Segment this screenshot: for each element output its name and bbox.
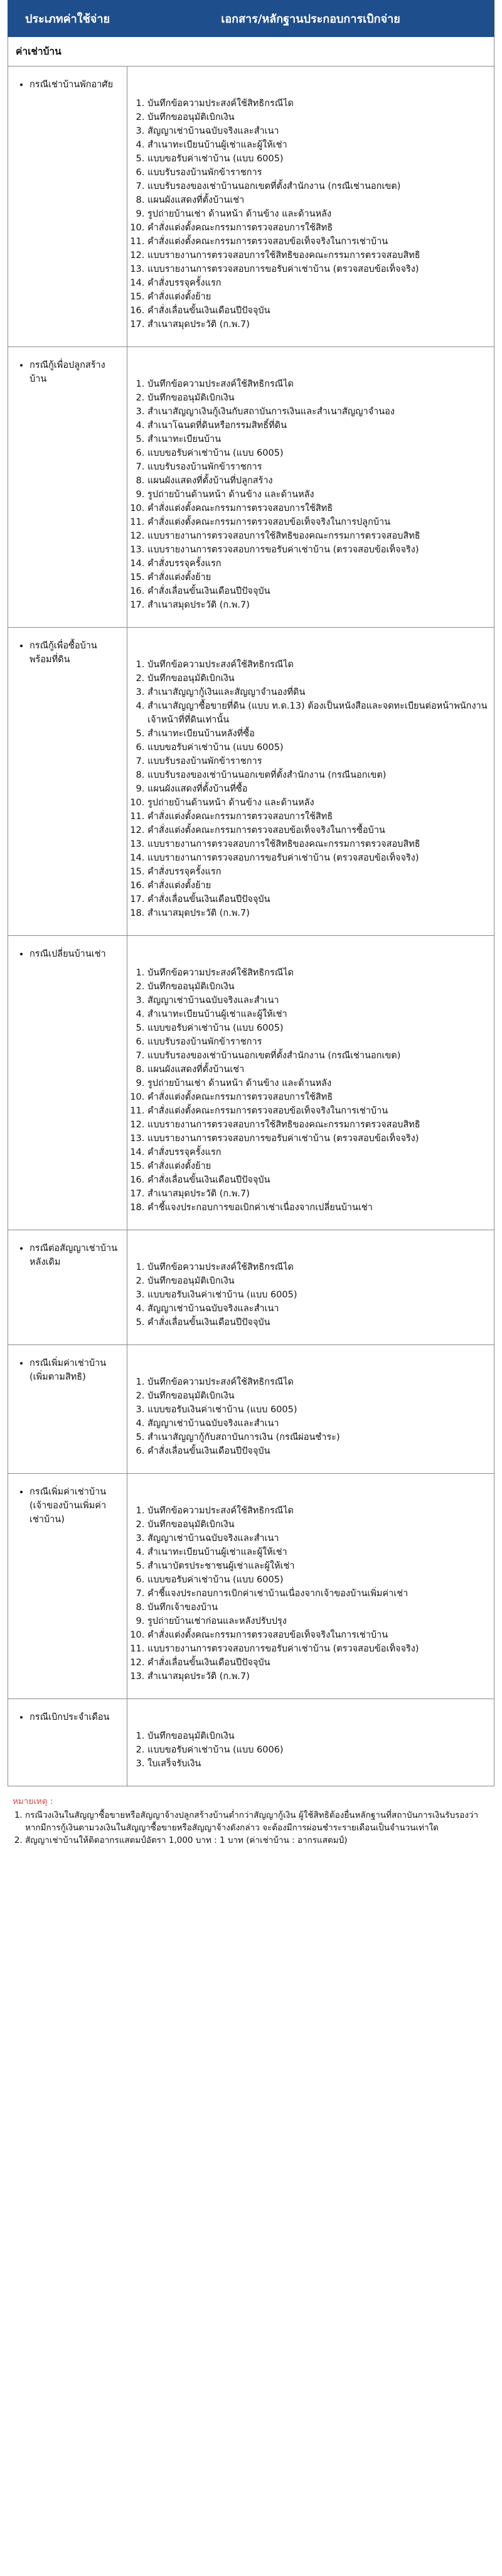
document-item: 4. สัญญาเช่าบ้านฉบับจริงและสำเนา (147, 1417, 488, 1430)
category-cell (8, 1699, 127, 1786)
category-cell (8, 347, 127, 628)
document-item: 13. แบบรายงานการตรวจสอบการขอรับค่าเช่าบ้าน (ตรวจสอบข้อเท็จจริง) (147, 1132, 488, 1146)
document-item: 13. สำเนาสมุดประวัติ (ก.พ.7) (147, 1670, 488, 1683)
category-name: • กรณีเพิ่มค่าเช่าบ้าน (เจ้าของบ้านเพิ่มค่าเช่าบ้าน) (29, 1485, 119, 1527)
document-item: 1. บันทึกข้อความประสงค์ใช้สิทธิกรณีได (147, 97, 488, 110)
document-item: 1. บันทึกข้อความประสงค์ใช้สิทธิกรณีได (147, 1260, 488, 1274)
document-item: 15. คำสั่งแต่งตั้งย้าย (147, 1159, 488, 1173)
document-item: 10. คำสั่งแต่งตั้งคณะกรรมการตรวจสอบการใช้สิทธิ (147, 221, 488, 235)
reimbursement-documents-table (8, 0, 494, 1786)
document-item: 5. แบบขอรับค่าเช่าบ้าน (แบบ 6005) (147, 152, 488, 166)
document-item: 11. แบบรายงานการตรวจสอบการขอรับค่าเช่าบ้าน (ตรวจสอบข้อเท็จจริง) (147, 1642, 488, 1656)
document-item: 14. คำสั่งบรรจุครั้งแรก (147, 276, 488, 290)
document-item: 7. แบบรับรองบ้านพักข้าราชการ (147, 754, 488, 768)
document-item: 3. แบบขอรับเงินค่าเช่าบ้าน (แบบ 6005) (147, 1288, 488, 1302)
document-item: 8. แผนผังแสดงที่ตั้งบ้านที่ปลูกสร้าง (147, 474, 488, 488)
category-name: • กรณีกู้เพื่อปลูกสร้างบ้าน (29, 358, 119, 386)
notes (8, 1786, 494, 1854)
document-item: 11. คำสั่งแต่งตั้งคณะกรรมการตรวจสอบการใช้สิทธิ (147, 810, 488, 824)
document-item: 3. สัญญาเช่าบ้านฉบับจริงและสำเนา (147, 1532, 488, 1545)
document-item: 4. สำเนาทะเบียนบ้านผู้เช่าและผู้ให้เช่า (147, 1007, 488, 1021)
document-item: 17. สำเนาสมุดประวัติ (ก.พ.7) (147, 598, 488, 612)
category-row (8, 936, 494, 1230)
document-item: 7. แบบรับรองของเช่าบ้านนอกเขตที่ตั้งสำนักงาน (กรณีเช่านอกเขต) (147, 180, 488, 193)
document-item: 12. คำสั่งเลื่อนขั้นเงินเดือนปีปัจจุบัน (147, 1656, 488, 1670)
document-item: 8. บันทึกเจ้าของบ้าน (147, 1601, 488, 1614)
category-name: • กรณีเพิ่มค่าเช่าบ้าน (เพิ่มตามสิทธิ) (29, 1356, 119, 1384)
category-cell (8, 1474, 127, 1699)
document-item: 6. แบบขอรับค่าเช่าบ้าน (แบบ 6005) (147, 446, 488, 460)
document-item: 4. สำเนาสัญญาซื้อขายที่ดิน (แบบ ท.ด.13) ต้องเป็นหนังสือและจดทะเบียนต่อหน้าพนักงานเจ้าหน้าที่ที่ดินเท่านั้น (147, 699, 488, 727)
document-item: 17. คำสั่งเลื่อนขั้นเงินเดือนปีปัจจุบัน (147, 893, 488, 906)
documents-list (134, 1260, 488, 1329)
category-name: • กรณีเบิกประจำเดือน (29, 1710, 119, 1724)
document-item: 7. แบบรับรองของเช่าบ้านนอกเขตที่ตั้งสำนักงาน (กรณีเช่านอกเขต) (147, 1049, 488, 1063)
document-item: 14. แบบรายงานการตรวจสอบการขอรับค่าเช่าบ้าน (ตรวจสอบข้อเท็จจริง) (147, 851, 488, 865)
document-item: 5. สำเนาบัตรประชาชนผู้เช่าและผู้ให้เช่า (147, 1559, 488, 1573)
category-row (8, 1474, 494, 1699)
note-item: 1. กรณีวงเงินในสัญญาซื้อขายหรือสัญญาจ้างปลูกสร้างบ้านต่ำกว่าสัญญากู้เงิน ผู้ใช้สิทธิต้องยื่นหลักฐานที่สถาบันการเงินรับรองว่าหากมีการกู้เงินตามวงเงินในสัญญาซื้อขายหรือสัญญาจ้างดังกล่าว จะต้องมีการผ่อนชำระรายเดือนเป็นจำนวนเท่าใด (25, 1809, 488, 1834)
document-item: 13. แบบรายงานการตรวจสอบการขอรับค่าเช่าบ้าน (ตรวจสอบข้อเท็จจริง) (147, 543, 488, 557)
document-item: 11. คำสั่งแต่งตั้งคณะกรรมการตรวจสอบข้อเท็จจริงในการเช่าบ้าน (147, 1104, 488, 1118)
document-item: 10. คำสั่งแต่งตั้งคณะกรรมการตรวจสอบการใช้สิทธิ (147, 502, 488, 515)
category-row (8, 628, 494, 936)
documents-cell (127, 1345, 494, 1474)
document-item: 6. แบบรับรองบ้านพักข้าราชการ (147, 166, 488, 180)
documents-cell (127, 1230, 494, 1345)
category-name: • กรณีเปลี่ยนบ้านเช่า (29, 947, 119, 961)
category-row (8, 1699, 494, 1786)
document-item: 6. แบบขอรับค่าเช่าบ้าน (แบบ 6005) (147, 1573, 488, 1587)
documents-list (134, 1375, 488, 1458)
document-item: 11. คำสั่งแต่งตั้งคณะกรรมการตรวจสอบข้อเท็จจริงในการเช่าบ้าน (147, 235, 488, 249)
document-item: 9. แผนผังแสดงที่ตั้งบ้านที่ซื้อ (147, 782, 488, 796)
document-item: 4. สำเนาโฉนดที่ดินหรือกรรมสิทธิ์ที่ดิน (147, 419, 488, 432)
document-item: 2. บันทึกขออนุมัติเบิกเงิน (147, 1274, 488, 1288)
category-row (8, 1230, 494, 1345)
document-item: 3. แบบขอรับเงินค่าเช่าบ้าน (แบบ 6005) (147, 1403, 488, 1417)
documents-list (134, 1504, 488, 1683)
document-item: 1. บันทึกข้อความประสงค์ใช้สิทธิกรณีได (147, 377, 488, 391)
document-item: 12. แบบรายงานการตรวจสอบการใช้สิทธิของคณะกรรมการตรวจสอบสิทธิ (147, 1118, 488, 1132)
document-item: 1. บันทึกข้อความประสงค์ใช้สิทธิกรณีได (147, 658, 488, 672)
documents-cell (127, 1699, 494, 1786)
document-item: 8. แผนผังแสดงที่ตั้งบ้านเช่า (147, 1063, 488, 1076)
document-item: 15. คำสั่งบรรจุครั้งแรก (147, 865, 488, 879)
document-item: 2. บันทึกขออนุมัติเบิกเงิน (147, 1518, 488, 1532)
document-item: 10. รูปถ่ายบ้านด้านหน้า ด้านข้าง และด้านหลัง (147, 796, 488, 810)
document-item: 9. รูปถ่ายบ้านเช่าก่อนและหลังปรับปรุง (147, 1614, 488, 1628)
documents-cell (127, 936, 494, 1230)
document-item: 2. แบบขอรับค่าเช่าบ้าน (แบบ 6006) (147, 1743, 488, 1757)
document-item: 7. แบบรับรองบ้านพักข้าราชการ (147, 460, 488, 474)
document-item: 3. สำเนาสัญญาเงินกู้เงินกับสถาบันการเงินและสำเนาสัญญาจำนอง (147, 405, 488, 419)
document-item: 8. แบบรับรองของเช่าบ้านนอกเขตที่ตั้งสำนักงาน (กรณีนอกเขต) (147, 768, 488, 782)
documents-list (134, 97, 488, 331)
document-item: 5. คำสั่งเลื่อนขั้นเงินเดือนปีปัจจุบัน (147, 1316, 488, 1329)
document-item: 1. บันทึกข้อความประสงค์ใช้สิทธิกรณีได (147, 1375, 488, 1389)
document-item: 16. คำสั่งเลื่อนขั้นเงินเดือนปีปัจจุบัน (147, 304, 488, 318)
document-item: 3. สัญญาเช่าบ้านฉบับจริงและสำเนา (147, 994, 488, 1007)
documents-cell (127, 347, 494, 628)
category-row (8, 347, 494, 628)
document-item: 4. สัญญาเช่าบ้านฉบับจริงและสำเนา (147, 1302, 488, 1316)
documents-list (134, 966, 488, 1215)
document-item: 5. สำเนาทะเบียนบ้าน (147, 432, 488, 446)
section-spacer (127, 37, 494, 67)
document-item: 3. สำเนาสัญญากู้เงินและสัญญาจำนองที่ดิน (147, 685, 488, 699)
category-cell (8, 67, 127, 347)
document-item: 9. รูปถ่ายบ้านเช่า ด้านหน้า ด้านข้าง และด้านหลัง (147, 1076, 488, 1090)
document-item: 18. สำเนาสมุดประวัติ (ก.พ.7) (147, 906, 488, 920)
document-item: 16. คำสั่งแต่งตั้งย้าย (147, 879, 488, 893)
document-item: 14. คำสั่งบรรจุครั้งแรก (147, 557, 488, 571)
document-item: 15. คำสั่งแต่งตั้งย้าย (147, 290, 488, 304)
document-item: 12. คำสั่งแต่งตั้งคณะกรรมการตรวจสอบข้อเท็จจริงในการซื้อบ้าน (147, 824, 488, 837)
table-header-row (8, 1, 494, 37)
documents-list (134, 658, 488, 920)
document-item: 1. บันทึกข้อความประสงค์ใช้สิทธิกรณีได (147, 966, 488, 980)
category-cell (8, 1345, 127, 1474)
document-item: 1. บันทึกข้อความประสงค์ใช้สิทธิกรณีได (147, 1504, 488, 1518)
document-item: 5. สำเนาทะเบียนบ้านหลังที่ซื้อ (147, 727, 488, 741)
category-cell (8, 936, 127, 1230)
document-item: 13. แบบรายงานการตรวจสอบการใช้สิทธิของคณะกรรมการตรวจสอบสิทธิ (147, 837, 488, 851)
document-item: 14. คำสั่งบรรจุครั้งแรก (147, 1146, 488, 1159)
documents-cell (127, 1474, 494, 1699)
note-item: 2. สัญญาเช่าบ้านให้ติดอากรแสตมป์อัตรา 1,000 บาท : 1 บาท (ค่าเช่าบ้าน : อากรแสตมป์) (25, 1834, 488, 1847)
document-item: 11. คำสั่งแต่งตั้งคณะกรรมการตรวจสอบข้อเท็จจริงในการปลูกบ้าน (147, 515, 488, 529)
notes-list (13, 1809, 488, 1847)
document-item: 7. คำชี้แจงประกอบการเบิกค่าเช่าบ้านเนื่องจากเจ้าของบ้านเพิ่มค่าเช่า (147, 1587, 488, 1601)
document-item: 13. แบบรายงานการตรวจสอบการขอรับค่าเช่าบ้าน (ตรวจสอบข้อเท็จจริง) (147, 262, 488, 276)
document-item: 17. สำเนาสมุดประวัติ (ก.พ.7) (147, 1187, 488, 1201)
document-item: 17. สำเนาสมุดประวัติ (ก.พ.7) (147, 318, 488, 331)
document-item: 12. แบบรายงานการตรวจสอบการใช้สิทธิของคณะกรรมการตรวจสอบสิทธิ (147, 529, 488, 543)
document-item: 2. บันทึกขออนุมัติเบิกเงิน (147, 110, 488, 124)
document-item: 16. คำสั่งเลื่อนขั้นเงินเดือนปีปัจจุบัน (147, 584, 488, 598)
header-expense-type: ประเภทค่าใช้จ่าย (8, 1, 127, 37)
document-item: 3. ใบเสร็จรับเงิน (147, 1757, 488, 1771)
notes-title: หมายเหตุ : (13, 1796, 53, 1806)
document-item: 6. แบบรับรองบ้านพักข้าราชการ (147, 1035, 488, 1049)
category-name: • กรณีเช่าบ้านพักอาศัย (29, 78, 119, 92)
documents-cell (127, 67, 494, 347)
document-item: 5. สำเนาสัญญากู้กับสถาบันการเงิน (กรณีผ่อนชำระ) (147, 1430, 488, 1444)
category-name: • กรณีต่อสัญญาเช่าบ้านหลังเดิม (29, 1242, 119, 1269)
document-item: 10. คำสั่งแต่งตั้งคณะกรรมการตรวจสอบข้อเท็จจริงในการเช่าบ้าน (147, 1628, 488, 1642)
document-item: 10. คำสั่งแต่งตั้งคณะกรรมการตรวจสอบการใช้สิทธิ (147, 1090, 488, 1104)
document-item: 4. สำเนาทะเบียนบ้านผู้เช่าและผู้ให้เช่า (147, 138, 488, 152)
document-item: 3. สัญญาเช่าบ้านฉบับจริงและสำเนา (147, 124, 488, 138)
document-item: 2. บันทึกขออนุมัติเบิกเงิน (147, 1389, 488, 1403)
section-title: ค่าเช่าบ้าน (8, 37, 127, 67)
document-item: 9. รูปถ่ายบ้านด้านหน้า ด้านข้าง และด้านหลัง (147, 488, 488, 502)
document-item: 15. คำสั่งแต่งตั้งย้าย (147, 571, 488, 584)
document-item: 16. คำสั่งเลื่อนขั้นเงินเดือนปีปัจจุบัน (147, 1173, 488, 1187)
document-item: 5. แบบขอรับค่าเช่าบ้าน (แบบ 6005) (147, 1021, 488, 1035)
category-row (8, 1345, 494, 1474)
document-item: 2. บันทึกขออนุมัติเบิกเงิน (147, 391, 488, 405)
documents-list (134, 1729, 488, 1771)
document-item: 2. บันทึกขออนุมัติเบิกเงิน (147, 672, 488, 685)
section-row (8, 37, 494, 67)
document-item: 6. คำสั่งเลื่อนขั้นเงินเดือนปีปัจจุบัน (147, 1444, 488, 1458)
document-item: 12. แบบรายงานการตรวจสอบการใช้สิทธิของคณะกรรมการตรวจสอบสิทธิ (147, 249, 488, 262)
category-cell (8, 628, 127, 936)
document-item: 9. รูปถ่ายบ้านเช่า ด้านหน้า ด้านข้าง และด้านหลัง (147, 207, 488, 221)
document-item: 8. แผนผังแสดงที่ตั้งบ้านเช่า (147, 193, 488, 207)
document-item: 18. คำชี้แจงประกอบการขอเบิกค่าเช่าเนื่องจากเปลี่ยนบ้านเช่า (147, 1201, 488, 1215)
header-documents: เอกสาร/หลักฐานประกอบการเบิกจ่าย (127, 1, 494, 37)
category-cell (8, 1230, 127, 1345)
document-item: 2. บันทึกขออนุมัติเบิกเงิน (147, 980, 488, 994)
document-item: 6. แบบขอรับค่าเช่าบ้าน (แบบ 6005) (147, 741, 488, 754)
category-row (8, 67, 494, 347)
document-item: 4. สำเนาทะเบียนบ้านผู้เช่าและผู้ให้เช่า (147, 1545, 488, 1559)
documents-list (134, 377, 488, 612)
documents-cell (127, 628, 494, 936)
document-item: 1. บันทึกขออนุมัติเบิกเงิน (147, 1729, 488, 1743)
category-name: • กรณีกู้เพื่อซื้อบ้านพร้อมที่ดิน (29, 639, 119, 667)
